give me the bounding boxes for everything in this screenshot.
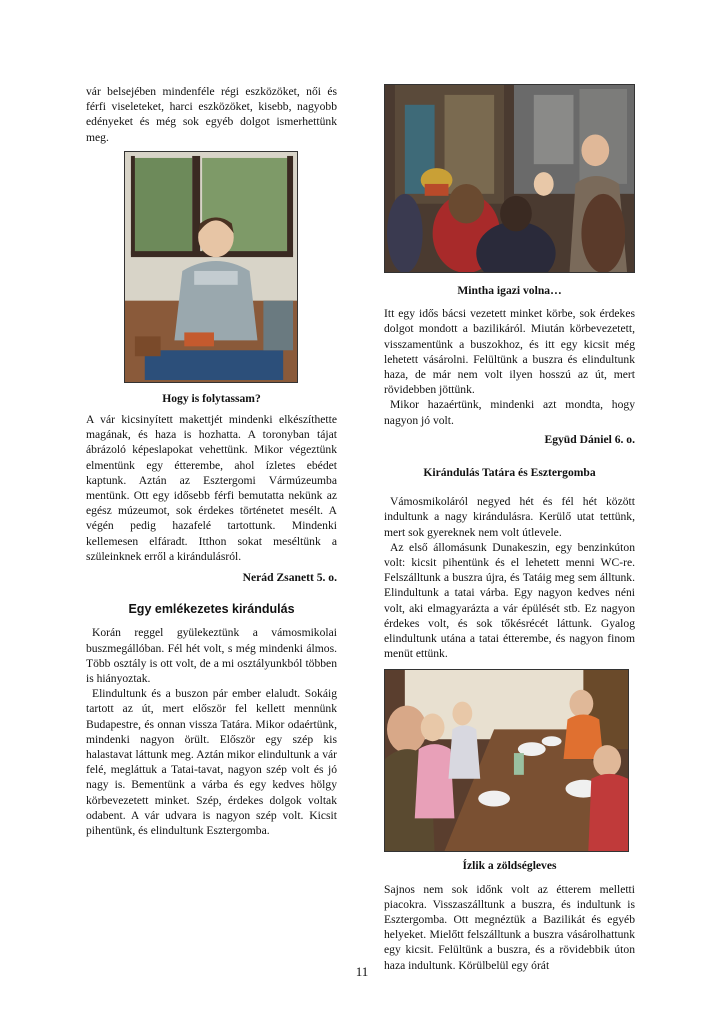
article4-paragraph1: Vámosmikoláról negyed hét és fél hét között indultunk a nagy kirándulásra. Kerülő utat tettünk, mert sok gyereknek nem volt útlevele. [384, 495, 635, 539]
article4-title: Kirándulás Tatára és Esztergomba [423, 466, 596, 480]
right-column [384, 84, 635, 973]
photo-restaurant-soup [384, 669, 629, 852]
intro-paragraph: vár belsejében mindenféle régi eszközöket, női és férfi viseleteket, harci eszközöket, kisebb, nagyobb edényeket és még sok egyéb dolgot ismerhettünk meg. [86, 85, 337, 144]
article2-title: Egy emlékezetes kirándulás [128, 602, 295, 617]
left-column [86, 84, 337, 838]
page-number: 11 [355, 964, 369, 979]
photo-girl-with-model [124, 151, 298, 383]
photo-restaurant-soup-image [385, 670, 628, 851]
photo3-caption: Ízlik a zöldségleves [462, 859, 557, 873]
article3-paragraph2: Mikor hazaértünk, mindenki azt mondta, hogy nagyon jó volt. [384, 398, 635, 427]
article3-paragraph1: Itt egy idős bácsi vezetett minket körbe, sok érdekes dolgot mondott a bazilikáról. Miután körbevezetett, visszamentünk a buszokhoz, és itt egy kicsit még lehetett vásárolni. Felültünk a buszra és elindultunk haza, de már nem volt ilyen hosszú az út, mert rövidebben jöttünk. [384, 307, 635, 397]
article3-author: Együd Dániel 6. o. [544, 432, 635, 446]
photo-museum-crown-image [385, 85, 634, 272]
article4-paragraph3: Sajnos nem sok időnk volt az étterem melletti piacokra. Visszaszálltunk a buszra, és indultunk is Esztergomba. Ott megnéztük a Bazilikát és egyéb helyeket. Mielőtt felszálltunk a buszra vásárolhattunk egy kicsit. Felültünk a buszra, és a rövidebbik úton haza indultunk. Körülbelül egy órát [384, 882, 635, 972]
article2-paragraph2: Elindultunk és a buszon pár ember elaludt. Sokáig tartott az út, mert először fel kellett mennünk Budapestre, és onnan vissza Tatára. Mikor odaértünk, mindenki nagyon örült. Először egy szép kis halastavat láttunk meg. Aztán mikor elindultunk a vár felé, megláttuk a Tatai-tavat, nagyon szép volt és jó nagy is. Bementünk a várba és egy kedves hölgy körbevezetett minket. Szép, érdekes dolgok voltak odabent. A vár udvara is nagyon szép volt. Kicsit pihentünk, és elindultunk Esztergomba. [86, 687, 337, 838]
article4-paragraph2: Az első állomásunk Dunakeszin, egy benzinkúton volt: kicsit pihentünk és el lehetett menni WC-re. Felszálltunk a buszra újra, és Tatáig meg sem álltunk. Elindultunk a tatai várba. Egy nagyon kedves néni volt, aki elmagyarázta a vár épülését stb. Ez nagyon érdekes volt, és sok tőkésrécét láttunk. Gyalog elindultunk utána a tatai étterembe, és nagyon finom menüt ettünk. [384, 540, 635, 661]
photo2-caption: Mintha igazi volna… [457, 284, 562, 297]
photo1-caption: Hogy is folytassam? [162, 391, 261, 405]
article2-paragraph1: Korán reggel gyülekeztünk a vámosmikolai buszmegállóban. Fél hét volt, s még mindenki álmos. Több osztály is ott volt, de a mi osztályunkból többen is hiányoztak. [86, 626, 337, 686]
photo-girl-with-model-image [125, 152, 297, 382]
photo-museum-crown [384, 84, 635, 273]
article1-paragraph: A vár kicsinyített makettjét mindenki elkészíthette magának, és haza is hozhatta. A toronyban tájat ábrázoló képeslapokat vehettünk. Mikor végeztünk elmentünk egy étterembe, ahol ízletes ebédet kaptunk. Aztán az Esztergomi Vármúzeumba mentünk. Ott egy idősebb férfi bemutatta nekünk az egész múzeumot, sok érdekes történetet mesélt. A végén pedig hazafelé tartottunk. Mindenki kellemesen elfáradt. Itthon sokat meséltünk a szüleinknek erről a kirándulásról. [86, 413, 337, 563]
article1-author: Nerád Zsanett 5. o. [242, 571, 337, 585]
